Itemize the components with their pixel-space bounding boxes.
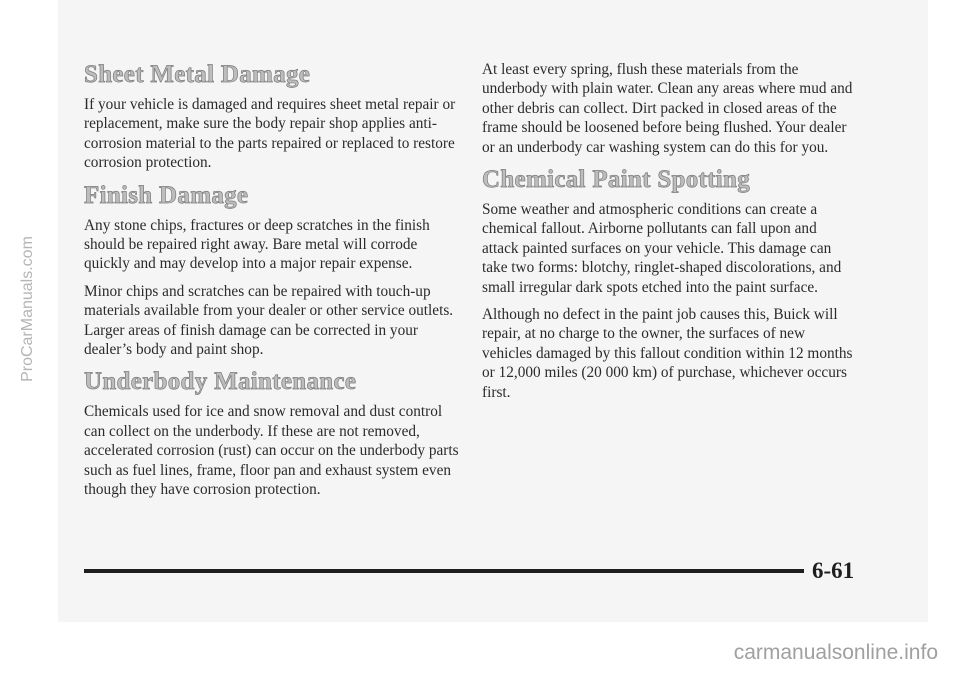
footer-rule bbox=[84, 569, 804, 573]
bottom-watermark: carmanualsonline.info bbox=[733, 641, 938, 664]
left-column bbox=[84, 60, 464, 508]
right-column bbox=[482, 60, 857, 410]
heading-sheet-metal-damage: Sheet Metal Damage bbox=[84, 61, 311, 88]
side-watermark: ProCarManuals.com bbox=[19, 236, 36, 382]
underbody-paragraph: Chemicals used for ice and snow removal and dust control can collect on the underbody. If these are not removed, accelerated corrosion (rust) can occur on the underbody parts such as fuel lines, frame, floor pan and exhaust system even though they have corrosion protection. bbox=[84, 403, 459, 499]
finish-paragraph-2: Minor chips and scratches can be repaired with touch-up materials available from your dealer or other service outlets. Larger areas of finish damage can be corrected in your dealer’s body and paint shop. bbox=[84, 282, 454, 359]
chemical-paragraph-2: Although no defect in the paint job causes this, Buick will repair, at no charge to the owner, the surfaces of new vehicles damaged by this fallout condition within 12 months or 12,000 miles (20 000 km) of purchase, whichever occurs first. bbox=[482, 306, 853, 401]
underbody-continued-paragraph: At least every spring, flush these materials from the underbody with plain water. Clean any areas where mud and other debris can collect. Dirt packed in closed areas of the frame should be loosened before being flushed. Your dealer or an underbody car washing system can do this for you. bbox=[482, 61, 853, 156]
heading-finish-damage: Finish Damage bbox=[84, 181, 249, 209]
page-number: 6-61 bbox=[812, 558, 855, 583]
heading-underbody-maintenance: Underbody Maintenance bbox=[84, 368, 357, 396]
chemical-paragraph-1: Some weather and atmospheric conditions can create a chemical fallout. Airborne pollutants can fall upon and attack painted surfaces on your vehicle. This damage can take two forms: blotchy, ringlet-shaped discolorations, and small irregular dark spots etched into the paint surface. bbox=[482, 201, 842, 296]
finish-paragraph-1: Any stone chips, fractures or deep scratches in the finish should be repaired right away. Bare metal will corrode quickly and may develop into a major repair expense. bbox=[84, 216, 430, 273]
heading-chemical-paint-spotting: Chemical Paint Spotting bbox=[482, 166, 751, 194]
sheet-metal-paragraph: If your vehicle is damaged and requires sheet metal repair or replacement, make sure the body repair shop applies anti-corrosion material to the parts repaired or replaced to restore corrosion protection. bbox=[84, 96, 456, 172]
